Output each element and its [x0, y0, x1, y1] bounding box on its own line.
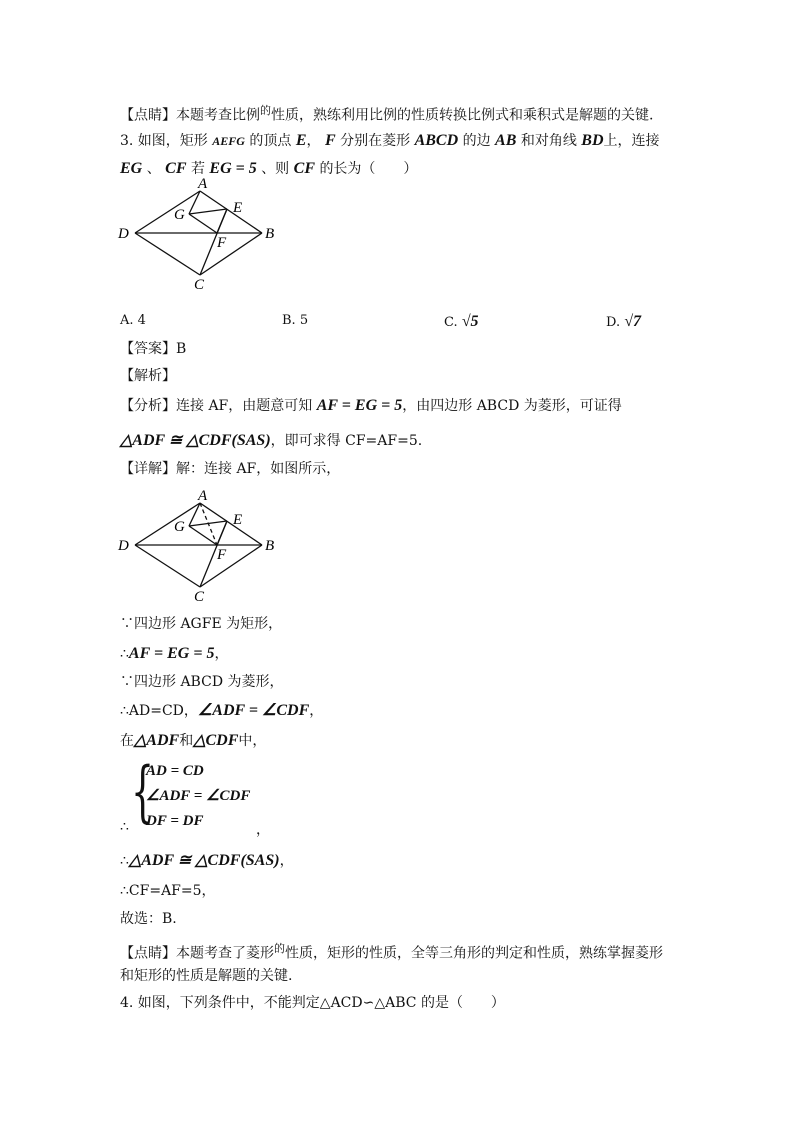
label-f: F [217, 235, 227, 251]
label2-a: A [198, 488, 208, 504]
step-1: ∵四边形 AGFE 为矩形， [120, 616, 283, 632]
answer-line: 【答案】B [120, 341, 187, 357]
option-a: A. 4 [120, 313, 146, 328]
prev-summary: 【点睛】本题考查比例$^的$性质，熟练利用比例的性质转换比例式和乘积式是解题的关键. [120, 104, 654, 124]
label2-d: D [118, 538, 129, 554]
dianjing-line2: 和矩形的性质是解题的关键. [120, 968, 293, 984]
question-4: 4. 如图，下列条件中，不能判定△ACD∽△ABC 的是（ ） [120, 995, 505, 1011]
step-4: ∴AD=CD，∠ADF = ∠CDF， [120, 702, 324, 719]
label2-g: G [174, 519, 185, 535]
system-eq-1: AD = CD [146, 763, 204, 779]
fenxi-line1: 【分析】连接 AF，由题意可知 AF = EG = 5，由四边形 ABCD 为菱形，可证得 [120, 397, 622, 414]
label2-f: F [217, 547, 227, 563]
step-6: ∴△ADF ≅ △CDF(SAS)， [120, 852, 294, 869]
rhombus-figure-dashed [110, 482, 290, 612]
label2-c: C [194, 589, 205, 605]
option-b: B. 5 [282, 313, 309, 328]
therefore-symbol: ∴ [120, 819, 129, 835]
label-d: D [118, 226, 129, 242]
label-c: C [194, 277, 205, 293]
system-eq-2: ∠ADF = ∠CDF [146, 788, 251, 804]
step-8: 故选：B. [120, 911, 177, 927]
step-3: ∵四边形 ABCD 为菱形， [120, 674, 284, 690]
dianjing-line1: 【点睛】本题考查了菱形$^的$性质，矩形的性质，全等三角形的判定和性质，熟练掌握菱形 [120, 942, 663, 962]
step-7: ∴CF=AF=5， [120, 883, 216, 899]
step-2: ∴AF = EG = 5， [120, 645, 229, 662]
question-3-line1: 3. 如图，矩形 AEFG 的顶点 E， F 分别在菱形 ABCD 的边 AB 和对角线 BD上，连接 [120, 132, 660, 149]
fenxi-line2: △ADF ≅ △CDF(SAS)，即可求得 CF=AF=5. [120, 432, 423, 449]
label2-b: B [265, 538, 275, 554]
label-a: A [198, 176, 208, 192]
option-d: D. √7 [606, 313, 642, 330]
xiangjie-line: 【详解】解：连接 AF，如图所示， [120, 461, 341, 477]
label-b: B [265, 226, 275, 242]
label-e: E [233, 200, 243, 216]
option-c: C. √5 [444, 313, 479, 330]
question-3-line2: EG 、 CF 若 EG = 5 、则 CF 的长为（ ） [120, 160, 418, 177]
system-eq-3: DF = DF [146, 813, 204, 829]
system-comma: ， [256, 822, 270, 838]
left-brace: { [131, 753, 155, 830]
label2-e: E [233, 512, 243, 528]
step-5: 在△ADF和△CDF中， [120, 732, 267, 749]
analysis-tag: 【解析】 [120, 368, 176, 384]
label-g: G [174, 207, 185, 223]
summary-tag: 【点睛】 [120, 107, 176, 124]
rhombus-figure [110, 170, 290, 300]
